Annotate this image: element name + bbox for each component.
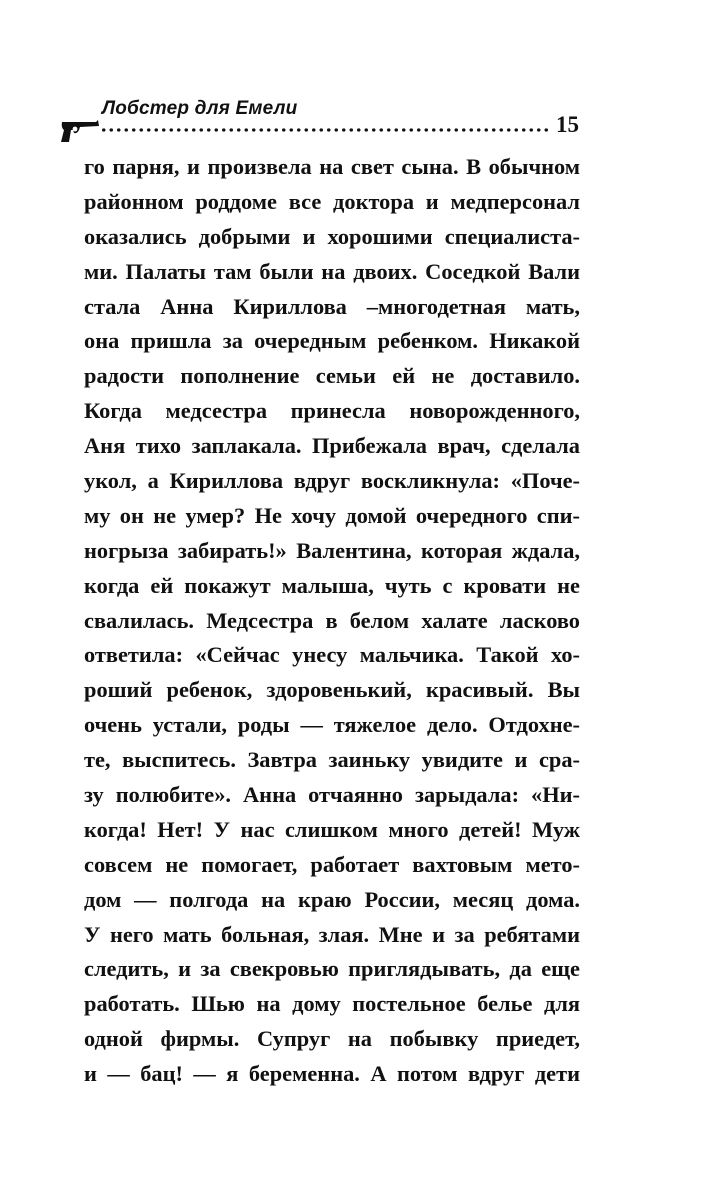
text-line: стала Анна Кириллова –многодетная мать,	[84, 293, 580, 319]
body-text	[84, 150, 580, 1092]
text-line: ответила: «Сейчас унесу мальчика. Такой хо-	[84, 642, 580, 668]
text-line: очень устали, роды — тяжелое дело. Отдохне-	[84, 712, 580, 738]
text-line: она пришла за очередным ребенком. Никакой	[84, 328, 580, 354]
text-line: зу полюбите». Анна отчаянно зарыдала: «Ни-	[84, 782, 580, 808]
page-number: 15	[556, 112, 579, 137]
text-line: свалилась. Медсестра в белом халате ласково	[84, 607, 580, 633]
text-line: и — бац! — я беременна. А потом вдруг дети	[84, 1061, 580, 1087]
text-line: го парня, и произвела на свет сына. В обычном	[84, 154, 580, 179]
text-line: укол, а Кириллова вдруг воскликнула: «Поче-	[84, 468, 580, 494]
text-line: оказались добрыми и хорошими специалиста-	[84, 223, 580, 249]
revolver-icon	[60, 118, 100, 144]
text-line: Когда медсестра принесла новорожденного,	[84, 398, 580, 424]
text-line: когда ей покажут малыша, чуть с кровати не	[84, 572, 580, 598]
text-line: работать. Шью на дому постельное белье для	[84, 991, 580, 1017]
text-line: те, выспитесь. Завтра заиньку увидите и сра-	[84, 747, 580, 773]
text-line: ми. Палаты там были на двоих. Соседкой Вали	[84, 258, 580, 284]
text-line: когда! Нет! У нас слишком много детей! Муж	[84, 816, 580, 842]
text-line: Аня тихо заплакала. Прибежала врач, сделала	[84, 433, 580, 459]
text-line: радости пополнение семьи ей не доставило.	[84, 363, 580, 389]
text-line: му он не умер? Не хочу домой очередного спи-	[84, 502, 580, 528]
page-header	[56, 98, 586, 146]
text-line: следить, и за свекровью приглядывать, да еще	[84, 956, 580, 982]
text-line: одной фирмы. Супруг на побывку приедет,	[84, 1026, 580, 1052]
text-line: совсем не помогает, работает вахтовым мето-	[84, 851, 580, 877]
text-line: районном роддоме все доктора и медперсонал	[84, 188, 580, 214]
dotted-leader	[100, 128, 552, 132]
text-line: дом — полгода на краю России, месяц дома.	[84, 886, 580, 912]
text-line: У него мать больная, злая. Мне и за ребятами	[84, 921, 580, 947]
text-line: роший ребенок, здоровенький, красивый. Вы	[84, 677, 580, 703]
text-line: ногрыза забирать!» Валентина, которая ждала,	[84, 537, 580, 563]
running-title: Лобстер для Емели	[102, 98, 298, 119]
